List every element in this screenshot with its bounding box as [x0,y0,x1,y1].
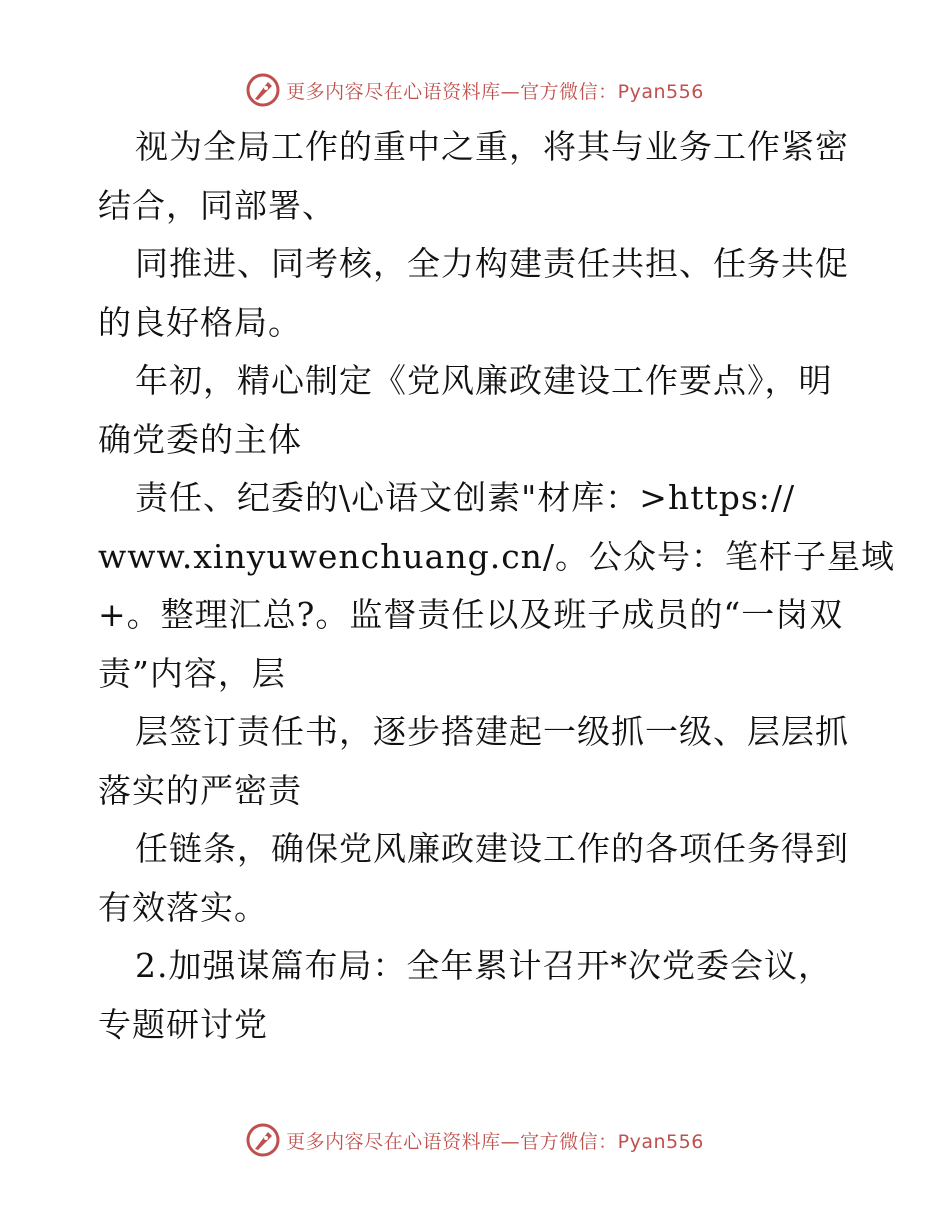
footer-site-text: 更多内容尽在心语资料库 [286,1130,501,1153]
text-line: 有效落实。 [98,887,268,927]
footer-wechat-text: 官方微信：Pyan556 [520,1130,704,1153]
text-line: 同推进、同考核，全力构建责任共担、任务共促 [135,244,849,283]
text-line: 责”内容，层 [98,653,286,693]
footer-banner-text [286,1127,704,1154]
footer-banner [0,1120,950,1160]
text-line: 层签订责任书，逐步搭建起一级抓一级、层层抓 [135,712,849,751]
text-line: www.xinyuwenchuang.cn/。公众号：笔杆子星域 [98,536,896,576]
document-body [98,118,896,1054]
header-site-text: 更多内容尽在心语资料库 [286,80,501,103]
text-line: 专题研讨党 [98,1004,268,1044]
text-line: 结合，同部署、 [98,185,336,225]
text-line: 任链条，确保党风廉政建设工作的各项任务得到 [135,829,849,868]
text-line: +。整理汇总?。监督责任以及班子成员的“一岗双 [98,595,844,634]
header-wechat-text: 官方微信：Pyan556 [520,80,704,103]
footer-separator: — [500,1130,521,1153]
pen-nib-logo-icon [246,1123,280,1157]
header-banner-text [286,77,704,104]
text-line: 确党委的主体 [98,419,302,459]
header-separator: — [500,80,521,103]
header-banner [0,70,950,110]
text-line: 年初，精心制定《党风廉政建设工作要点》，明 [135,361,833,400]
text-line: 视为全局工作的重中之重，将其与业务工作紧密 [135,127,849,166]
text-line: 的良好格局。 [98,302,302,342]
text-line: 2.加强谋篇布局：全年累计召开*次党委会议， [135,946,832,985]
text-line: 责任、纪委的\心语文创素"材库：>https:// [135,478,796,517]
text-line: 落实的严密责 [98,770,302,810]
pen-nib-logo-icon [246,73,280,107]
